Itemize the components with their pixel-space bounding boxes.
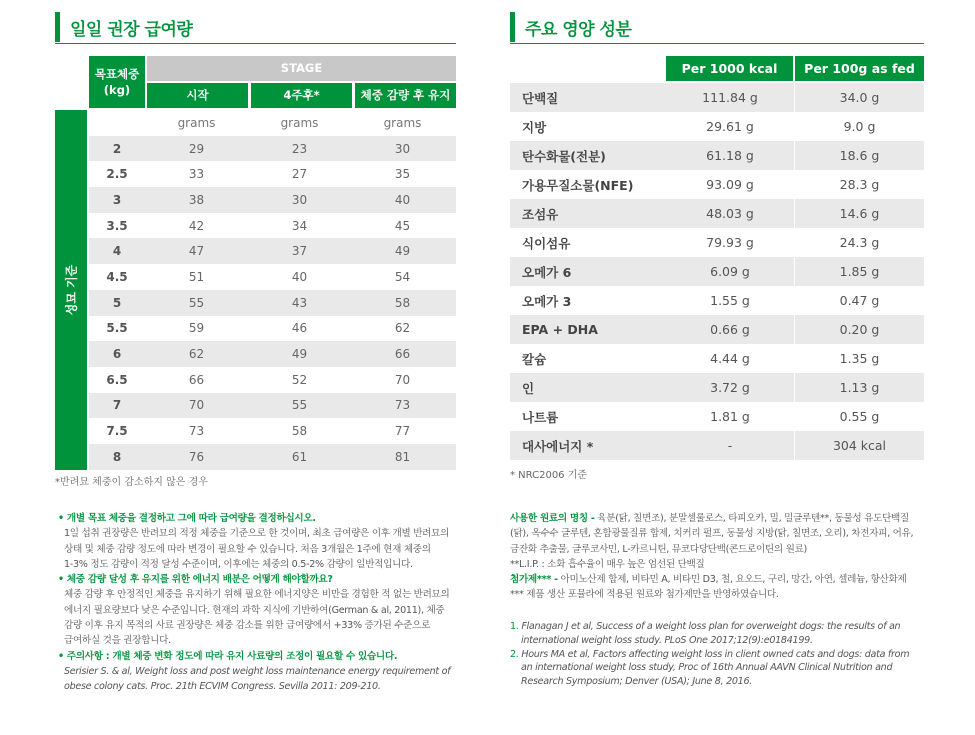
guidance-bullet-1-line: 1일 섭취 권장량은 반려묘의 적정 체중을 기준으로 한 것이며, 최초 급여량은 이후 개별 반려묘의 — [64, 528, 450, 540]
per-100g-value: 18.6 g — [839, 148, 880, 163]
nutrition-table — [510, 56, 924, 460]
start-cell: 70 — [188, 398, 205, 413]
after-4weeks-cell: 49 — [291, 347, 308, 362]
adult-cat-basis-text: 성묘 기준 — [64, 264, 79, 316]
nutrient-row — [510, 112, 924, 141]
start-cell: 59 — [188, 321, 205, 336]
feeding-row — [89, 187, 456, 213]
feeding-rows — [55, 136, 456, 470]
reference-1-line-2: international weight loss study. PLoS One 2017;12(9):e0184199. — [521, 634, 813, 646]
weight-cell: 5.5 — [106, 321, 128, 336]
per-100g-value: 0.20 g — [839, 322, 880, 337]
per-1000kcal-value: 29.61 g — [666, 112, 795, 141]
adult-cat-basis-label — [55, 110, 87, 470]
per-1000kcal-value: 93.09 g — [666, 170, 795, 199]
stage-header: STAGE — [147, 56, 456, 81]
per-1000kcal-value: - — [666, 431, 795, 460]
after-4weeks-cell: 23 — [291, 141, 308, 156]
nutrient-name: 탄수화물(전분) — [522, 148, 606, 164]
nutrient-name: EPA + DHA — [522, 322, 598, 337]
guidance-citation-line: Serisier S. & al, Weight loss and post weight loss maintenance energy requirement of — [64, 665, 451, 677]
per-1000kcal-value: 4.44 g — [666, 344, 795, 373]
guidance-citation-line: obese colony cats. Proc. 21th ECVIM Congress. Sevilla 2011: 209-210. — [64, 681, 381, 693]
after-4weeks-cell: 55 — [291, 398, 308, 413]
feeding-row — [89, 418, 456, 444]
start-cell: 38 — [188, 192, 205, 207]
weight-cell: 8 — [112, 449, 122, 464]
start-cell: 66 — [188, 372, 205, 387]
per-1000kcal-value: 61.18 g — [666, 141, 795, 170]
weight-cell: 4 — [112, 244, 122, 259]
references-block — [510, 620, 909, 689]
per-100g-value: 304 kcal — [832, 438, 887, 453]
guidance-bullet-2-line: 에너지 필요량보다 낮은 수준입니다. 현재의 과학 지식에 기반하여(German & al, 2011), 체중 — [64, 604, 445, 616]
feeding-guidance — [58, 511, 450, 695]
nutrient-row — [510, 344, 924, 373]
maintenance-cell: 73 — [394, 398, 411, 413]
nutrient-row — [510, 257, 924, 286]
maintenance-cell: 35 — [394, 167, 411, 182]
feeding-row — [89, 444, 456, 470]
start-cell: 29 — [188, 141, 205, 156]
nutrient-name: 칼슘 — [522, 351, 547, 367]
start-cell: 42 — [188, 218, 205, 233]
header-accent-bar — [55, 12, 60, 42]
after-4weeks-cell: 27 — [291, 167, 308, 182]
ingredients-line-1 — [510, 511, 913, 526]
weight-cell: 7 — [112, 398, 122, 413]
after-4weeks-cell: 30 — [291, 192, 308, 207]
start-header: 시작 — [147, 83, 248, 108]
weight-cell: 6.5 — [106, 372, 128, 387]
per-1000kcal-value: 111.84 g — [666, 83, 795, 112]
maintenance-cell: 54 — [394, 269, 411, 284]
after-4weeks-cell: 34 — [291, 218, 308, 233]
nutrient-row — [510, 373, 924, 402]
maintenance-cell: 49 — [394, 244, 411, 259]
feeding-row — [89, 213, 456, 239]
feeding-row — [89, 341, 456, 367]
maintenance-cell: 45 — [394, 218, 411, 233]
nutrient-row — [510, 83, 924, 112]
start-cell: 76 — [188, 449, 205, 464]
weight-cell: 2 — [112, 141, 122, 156]
feeding-footnote: *반려묘 체중이 감소하지 않은 경우 — [55, 477, 208, 488]
weight-cell: 6 — [112, 347, 122, 362]
nutrient-name: 나트륨 — [522, 409, 559, 425]
per-100g-value: 14.6 g — [839, 206, 880, 221]
nutrient-name: 오메가 3 — [522, 293, 572, 309]
per-100g-value: 9.0 g — [843, 119, 876, 134]
guidance-bullet-2-line: 급여하실 것을 권장합니다. — [64, 635, 171, 647]
per-100g-value: 1.35 g — [839, 351, 880, 366]
header-accent-bar — [510, 12, 515, 42]
nutrient-name: 조섬유 — [522, 206, 559, 222]
ingredients-label: 사용한 원료의 명칭 - — [510, 513, 595, 524]
units-row — [89, 110, 456, 136]
nutrient-row — [510, 402, 924, 431]
per-1000kcal-value: 1.55 g — [666, 286, 795, 315]
feeding-row — [89, 264, 456, 290]
maintenance-cell: 62 — [394, 321, 411, 336]
nutrient-name: 단백질 — [522, 90, 559, 106]
feeding-row — [89, 316, 456, 342]
maintenance-cell: 66 — [394, 347, 411, 362]
start-cell: 51 — [188, 269, 205, 284]
after-4weeks-cell: 37 — [291, 244, 308, 259]
after-4weeks-cell: 46 — [291, 321, 308, 336]
additives-label: 첨가제*** - — [510, 574, 558, 586]
maintenance-cell: 40 — [394, 192, 411, 207]
per-1000kcal-value: 6.09 g — [666, 257, 795, 286]
nutrient-row — [510, 141, 924, 170]
nutrition-table-header — [510, 56, 924, 81]
start-cell: 47 — [188, 244, 205, 259]
reference-2-line-2: an international weight loss study, Proc of 16th Annual AAVN Clinical Nutrition and — [521, 662, 893, 674]
nutrient-name: 식이섬유 — [522, 235, 571, 251]
per-100g-value: 1.13 g — [839, 380, 880, 395]
guidance-bullet-2-line: 체중 감량 후 안정적인 체중을 유지하기 위해 필요한 에너지양은 비만을 경험한 적 없는 반려묘의 — [64, 589, 450, 601]
nutrient-name: 오메가 6 — [522, 264, 572, 280]
per-100g-value: 0.55 g — [839, 409, 880, 424]
maintenance-cell: 30 — [394, 141, 411, 156]
nutrient-row — [510, 228, 924, 257]
per-100g-value: 0.47 g — [839, 293, 880, 308]
ingredients-line: 금잔화 추출물, 글루코사민, L-카르니틴, 뮤코다당단백(콘드로이틴의 원료) — [510, 543, 807, 555]
nutrient-name: 대사에너지 * — [522, 438, 594, 454]
after-4weeks-cell: 40 — [291, 269, 308, 284]
nutrient-name: 인 — [522, 380, 535, 396]
maintenance-cell: 70 — [394, 372, 411, 387]
guidance-bullet-1-title: • 개별 목표 체중을 결정하고 그에 따라 급여량을 결정하십시오. — [58, 513, 316, 524]
nutrient-row — [510, 170, 924, 199]
reference-1-line-1 — [510, 620, 909, 634]
per-1000kcal-value: 1.81 g — [666, 402, 795, 431]
reference-2-line-1 — [510, 648, 909, 662]
additives-text: 아미노산제 합제, 비타민 A, 비타민 D3, 철, 요오드, 구리, 망간, 아연, 셀레늄, 항산화제 — [557, 574, 907, 586]
per-100g-value: 24.3 g — [839, 235, 880, 250]
feeding-row — [89, 290, 456, 316]
maintenance-cell: 58 — [394, 295, 411, 310]
feeding-section-title: 일일 권장 급여량 — [70, 19, 193, 40]
reference-1-number: 1. — [510, 621, 519, 632]
ingredients-text: 육분(닭, 칠면조), 분말셀룰로스, 타피오카, 밀, 밀글루텐**, 동물성 유도단백질 — [594, 513, 909, 524]
nutrient-row — [510, 286, 924, 315]
nutrient-row — [510, 431, 924, 460]
weight-cell: 7.5 — [106, 424, 128, 439]
after-4weeks-cell: 58 — [291, 424, 308, 439]
start-cell: 73 — [188, 424, 205, 439]
nutrient-name: 지방 — [522, 119, 547, 135]
feeding-row — [89, 367, 456, 393]
start-cell: 62 — [188, 347, 205, 362]
unit-cell: grams — [177, 115, 216, 130]
feeding-table — [55, 56, 456, 470]
nutrition-section-title: 주요 영양 성분 — [525, 19, 632, 40]
formula-note: *** 제품 생산 포뮬라에 적용된 원료와 첨가제만을 반영하였습니다. — [510, 589, 779, 601]
feeding-table-body — [55, 110, 456, 470]
per-100g-value: 1.85 g — [839, 264, 880, 279]
start-cell: 55 — [188, 295, 205, 310]
after-4weeks-cell: 43 — [291, 295, 308, 310]
nutrition-section-header — [510, 10, 631, 44]
per-1000kcal-value: 48.03 g — [666, 199, 795, 228]
per-1000kcal-header: Per 1000 kcal — [666, 56, 793, 81]
guidance-bullet-1-line: 상태 및 체중 감량 정도에 따라 변경이 필요할 수 있습니다. 처음 3개월은 1주에 현재 체중의 — [64, 543, 431, 555]
ingredients-block — [510, 511, 913, 603]
nutrition-footnote: * NRC2006 기준 — [510, 470, 588, 481]
maintenance-cell: 77 — [394, 424, 411, 439]
feeding-row — [89, 136, 456, 162]
maintenance-cell: 81 — [394, 449, 411, 464]
start-cell: 33 — [188, 167, 205, 182]
reference-2-line-3: Research Symposium; Denver (USA); June 8, 2016. — [521, 676, 753, 688]
nutrition-section-rule — [510, 43, 924, 44]
feeding-row — [89, 161, 456, 187]
feeding-row — [89, 393, 456, 419]
nutrient-row — [510, 199, 924, 228]
per-1000kcal-value: 79.93 g — [666, 228, 795, 257]
nutrition-rows — [510, 83, 924, 460]
guidance-bullet-1-line: 1-3% 정도 감량이 적정 달성 수준이며, 이후에는 체중의 0.5-2% 감량이 일반적입니다. — [64, 558, 413, 570]
nutrient-row — [510, 315, 924, 344]
reference-2-number: 2. — [510, 648, 519, 660]
weight-cell: 3.5 — [106, 218, 128, 233]
target-weight-header: 목표체중 (kg) — [89, 56, 145, 108]
feeding-table-header — [55, 56, 456, 108]
per-1000kcal-value: 3.72 g — [666, 373, 795, 402]
after-4weeks-cell: 52 — [291, 372, 308, 387]
maintenance-header: 체중 감량 후 유지 — [355, 83, 456, 108]
after-4weeks-header: 4주후* — [251, 83, 352, 108]
guidance-bullet-2-title: • 체중 감량 달성 후 유지를 위한 에너지 배분은 어떻게 해야할까요? — [58, 574, 333, 586]
per-100g-header: Per 100g as fed — [795, 56, 924, 81]
after-4weeks-cell: 61 — [291, 449, 308, 464]
per-100g-value: 28.3 g — [839, 177, 880, 192]
guidance-bullet-2-line: 감량 이후 유지 목적의 사료 권장량은 체중 감소를 위한 급여량에서 +33% 증가된 수준으로 — [64, 620, 431, 632]
weight-cell: 4.5 — [106, 269, 128, 284]
additives-line — [510, 572, 913, 587]
per-1000kcal-value: 0.66 g — [666, 315, 795, 344]
weight-cell: 2.5 — [106, 167, 128, 182]
weight-cell: 5 — [112, 295, 122, 310]
reference-2-text: Hours MA et al, Factors affecting weight loss in client owned cats and dogs: data from — [521, 648, 910, 660]
unit-cell: grams — [383, 115, 422, 130]
feeding-section-header — [55, 10, 192, 44]
guidance-bullet-3-title: • 주의사항 : 개별 체중 변화 정도에 따라 유지 사료량의 조정이 필요할 수 있습니다. — [58, 650, 398, 662]
units-blank — [89, 110, 145, 136]
weight-cell: 3 — [112, 192, 122, 207]
feeding-row — [89, 238, 456, 264]
ingredients-line: (닭), 옥수수 글루텐, 혼합광물질류 합제, 치커리 펄프, 동물성 지방(닭, 칠면조, 오리), 차전자피, 어유, — [510, 528, 914, 540]
reference-1-text: Flanagan J et al, Success of a weight loss plan for overweight dogs: the results of an — [521, 621, 901, 632]
nutrient-name: 가용무질소물(NFE) — [522, 177, 634, 193]
feeding-section-rule — [55, 43, 456, 44]
unit-cell: grams — [280, 115, 319, 130]
ingredients-lip-note: **L.I.P. : 소화 흡수율이 매우 높은 엄선된 단백질 — [510, 558, 705, 570]
per-100g-value: 34.0 g — [839, 90, 880, 105]
